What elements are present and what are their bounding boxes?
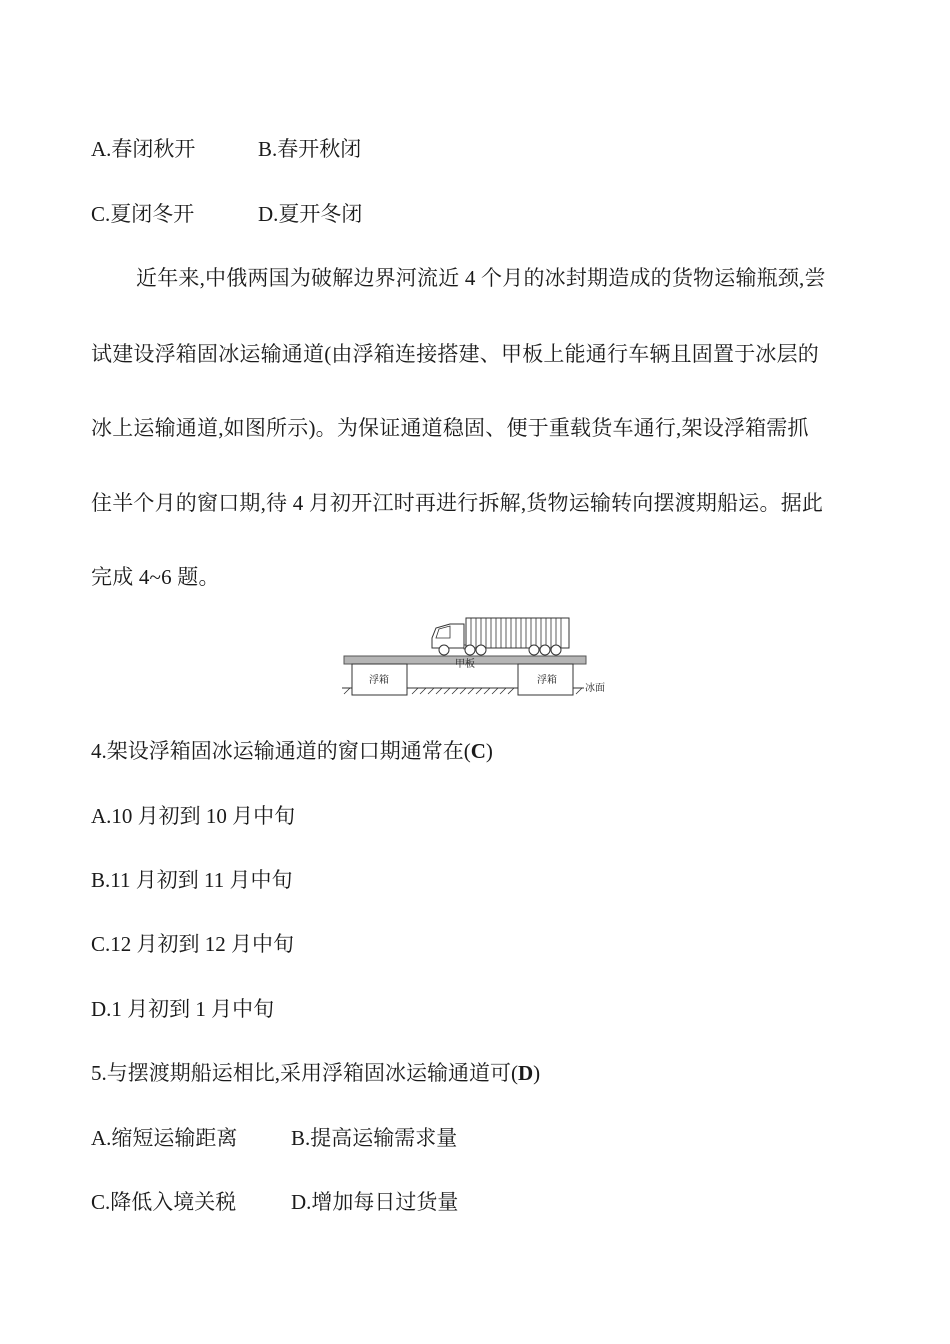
- q5-stem: [91, 1058, 540, 1088]
- q5-option-b: B.提高运输需求量: [291, 1126, 458, 1150]
- q3-option-c: C.夏闭冬开: [91, 202, 195, 226]
- floating-box-road-figure: [340, 612, 620, 702]
- passage-line-2: 试建设浮箱固冰运输通道(由浮箱连接搭建、甲板上能通行车辆且固置于冰层的: [91, 342, 819, 366]
- q4-answer: C: [470, 739, 486, 763]
- q4-option-c: C.12 月初到 12 月中旬: [91, 932, 295, 956]
- q4-option-b: B.11 月初到 11 月中旬: [91, 868, 293, 892]
- passage-line-4: 住半个月的窗口期,待 4 月初开江时再进行拆解,货物运输转向摆渡期船运。据此: [91, 491, 824, 515]
- q3-option-b: B.春开秋闭: [258, 137, 362, 161]
- q4-option-d: D.1 月初到 1 月中旬: [91, 997, 275, 1021]
- q3-option-d: D.夏开冬闭: [258, 202, 363, 226]
- q5-stem-close: ): [533, 1061, 541, 1085]
- q4-stem: [91, 736, 493, 766]
- deck-label: 甲板: [455, 659, 475, 670]
- ice-label: 冰面: [585, 683, 605, 694]
- float-box-left-label: 浮箱: [369, 675, 389, 686]
- q5-option-d: D.增加每日过货量: [291, 1190, 459, 1214]
- q5-stem-text: 5.与摆渡期船运相比,采用浮箱固冰运输通道可(: [91, 1061, 518, 1085]
- q5-option-c: C.降低入境关税: [91, 1190, 237, 1214]
- passage-line-3: 冰上运输通道,如图所示)。为保证通道稳固、便于重载货车通行,架设浮箱需抓: [91, 416, 809, 440]
- q3-option-a: A.春闭秋开: [91, 137, 196, 161]
- q5-option-a: A.缩短运输距离: [91, 1126, 238, 1150]
- passage-line-5: 完成 4~6 题。: [91, 565, 220, 589]
- q4-option-a: A.10 月初到 10 月中旬: [91, 804, 296, 828]
- truck-container: [466, 618, 569, 648]
- float-box-right-label: 浮箱: [537, 675, 557, 686]
- q4-stem-text: 4.架设浮箱固冰运输通道的窗口期通常在(: [91, 739, 471, 763]
- passage-line-1: 近年来,中俄两国为破解边界河流近 4 个月的冰封期造成的货物运输瓶颈,尝: [136, 266, 826, 290]
- q5-answer: D: [518, 1061, 534, 1085]
- q4-stem-close: ): [485, 739, 493, 763]
